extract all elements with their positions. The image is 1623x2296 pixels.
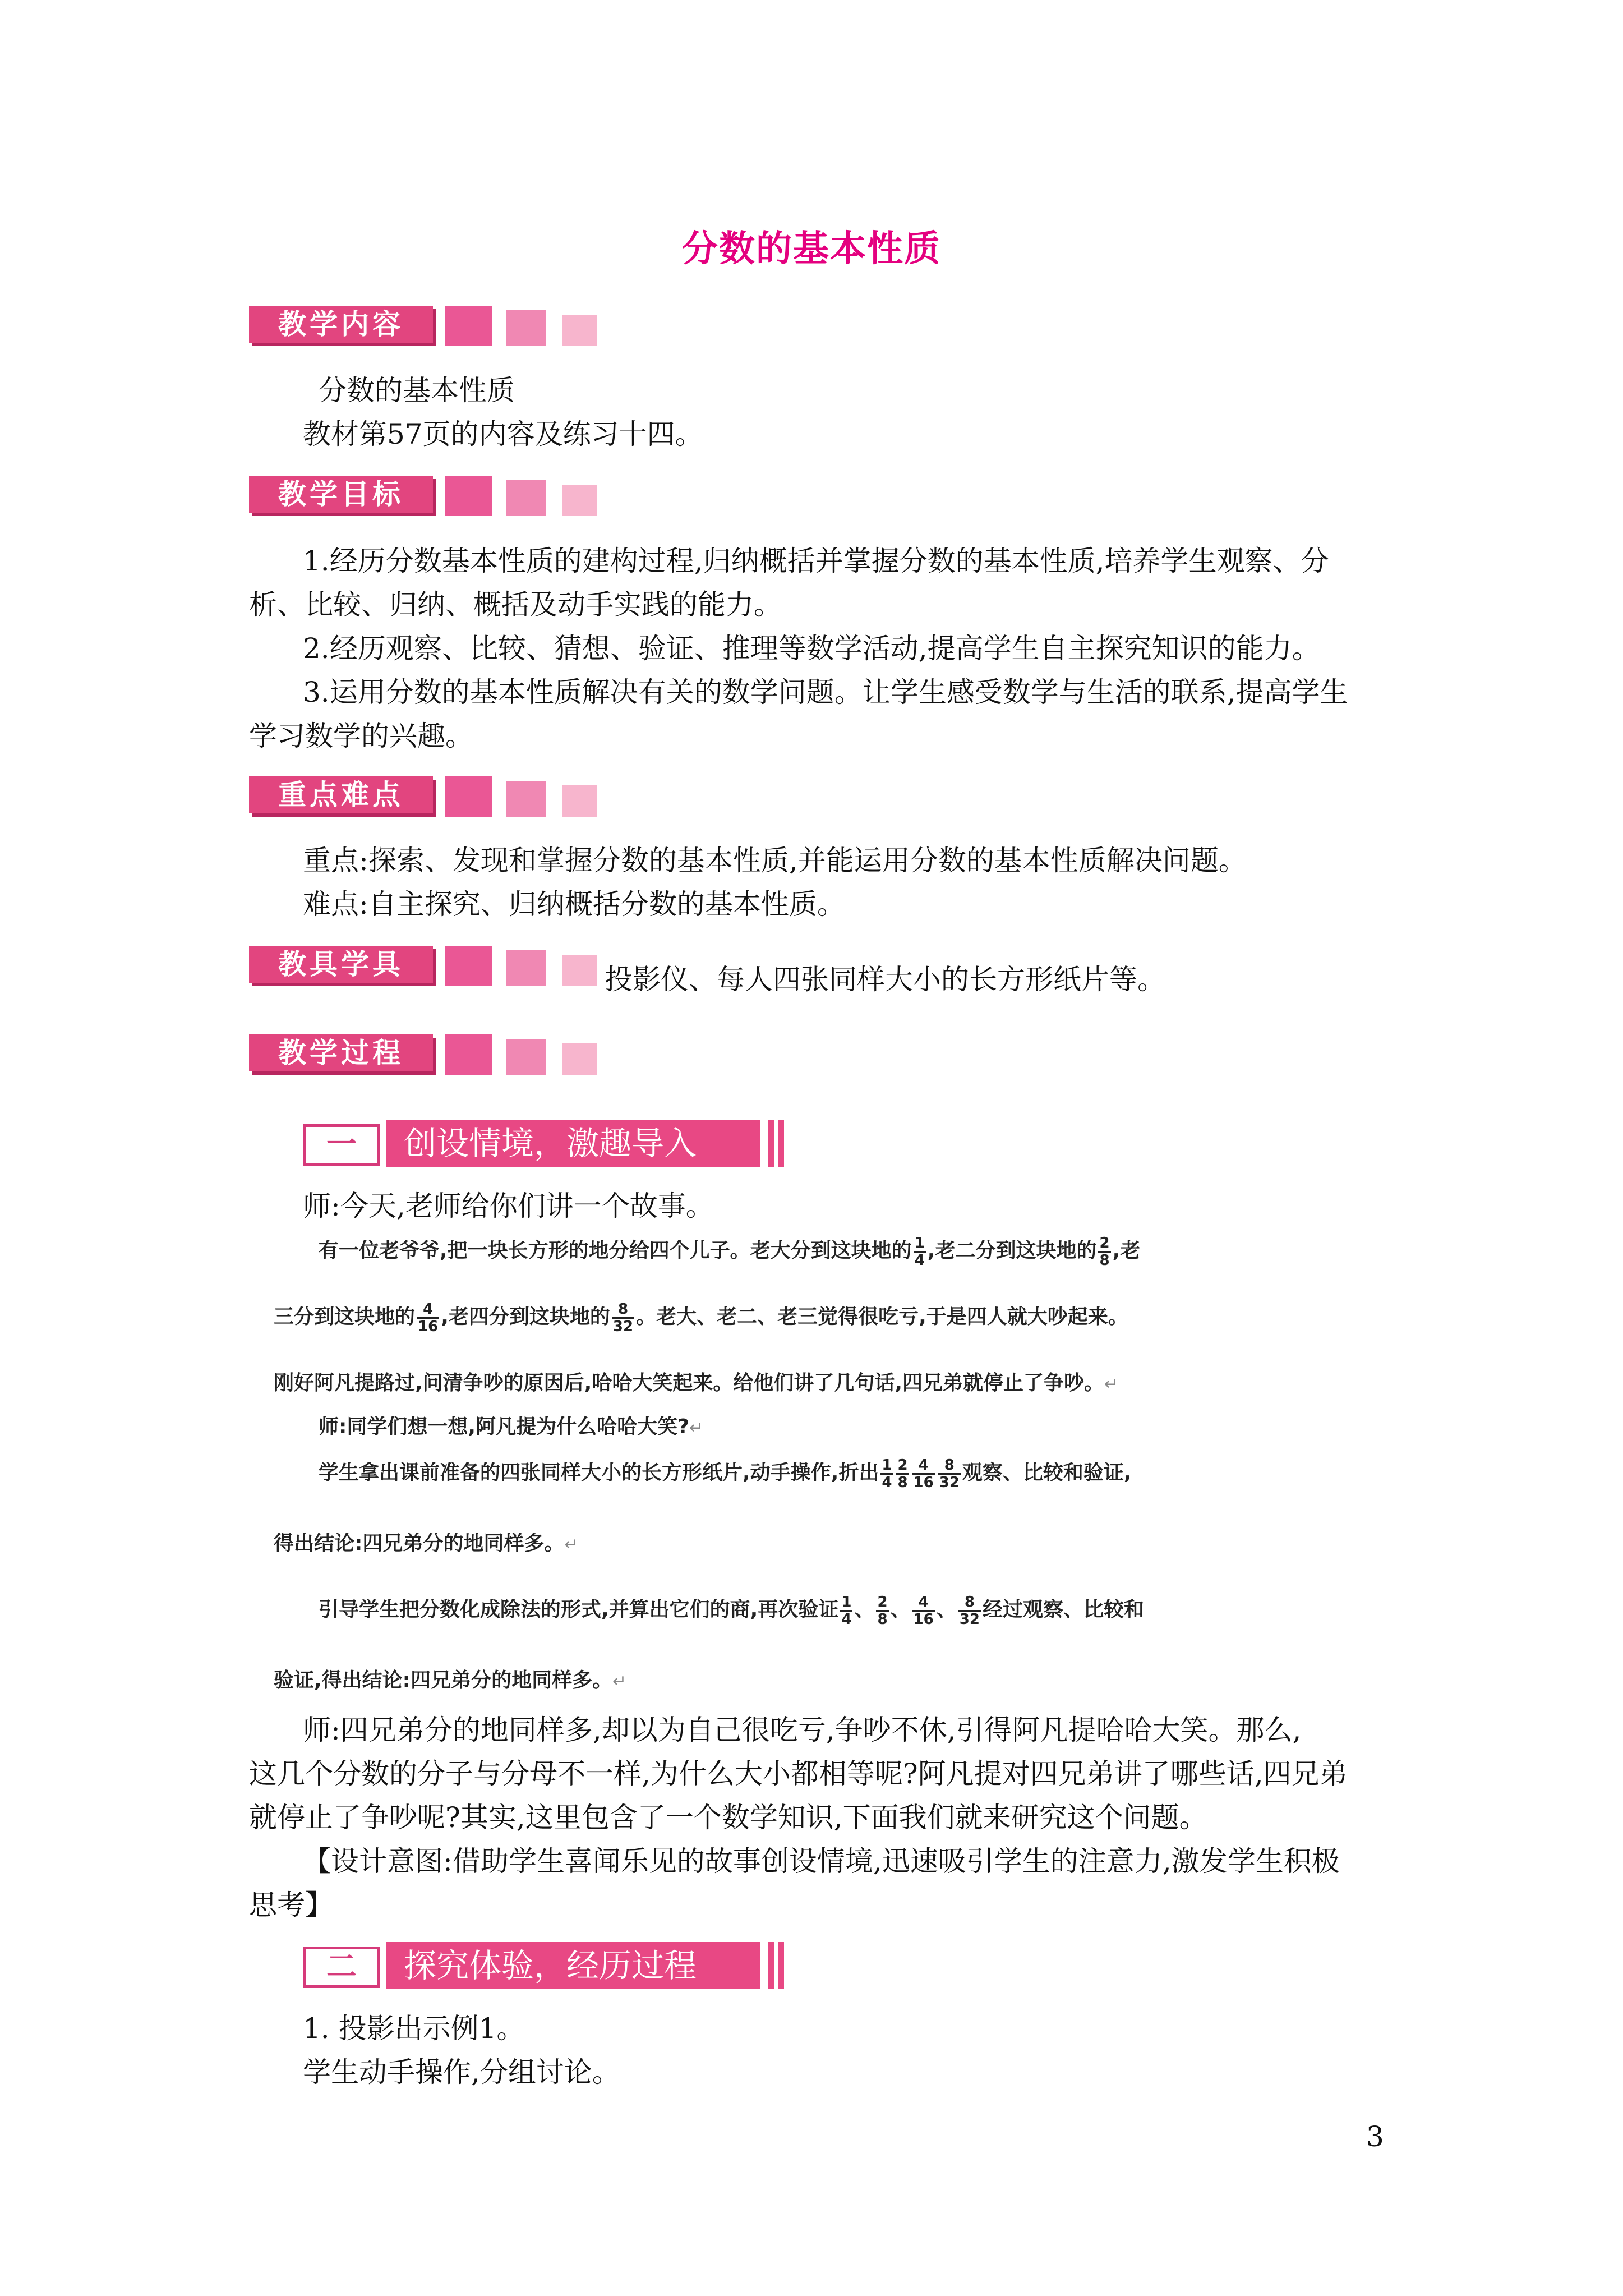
denominator: 16: [913, 1611, 934, 1628]
decor-stripe: [768, 1120, 774, 1167]
decor-square: [562, 315, 597, 346]
numerator: 8: [958, 1594, 981, 1612]
denominator: 16: [913, 1474, 934, 1491]
denominator: 4: [914, 1251, 925, 1269]
numerator: 4: [912, 1594, 935, 1612]
story-line-6: [274, 1527, 579, 1562]
fraction-4-16: [417, 1301, 439, 1335]
decor-stripe: [778, 1942, 784, 1989]
decor-stripe: [778, 1120, 784, 1167]
content-line: 教材第57页的内容及练习十四。: [303, 418, 703, 450]
paragraph-line: 这几个分数的分子与分母不一样,为什么大小都相等呢?阿凡提对四兄弟讲了哪些话,四兄弟: [249, 1757, 1348, 1790]
keypoint-line: 难点:自主探究、归纳概括分数的基本性质。: [303, 888, 845, 921]
decor-square: [562, 955, 597, 986]
denominator: 8: [897, 1474, 908, 1491]
decor-stripe: [768, 1942, 774, 1989]
fraction-4-16: [912, 1594, 935, 1627]
decor-square: [562, 485, 597, 516]
numerator: 1: [914, 1234, 925, 1251]
numerator: 1: [882, 1456, 892, 1474]
story-text: 观察、比较和验证,: [962, 1461, 1132, 1484]
goal-line: 2.经历观察、比较、猜想、验证、推理等数学活动,提高学生自主探究知识的能力。: [303, 632, 1320, 665]
fraction-1-4: [840, 1594, 852, 1627]
paragraph-line: 【设计意图:借助学生喜闻乐见的故事创设情境,迅速吸引学生的注意力,激发学生积极: [303, 1845, 1340, 1878]
story-line-8: [274, 1664, 626, 1699]
section-label: 教学内容: [249, 306, 433, 343]
numerator: 4: [912, 1457, 935, 1475]
numerator: 2: [1099, 1234, 1110, 1251]
decor-square: [506, 781, 546, 817]
section-label: 教学目标: [249, 476, 433, 513]
paragraph-line: 就停止了争吵呢?其实,这里包含了一个数学知识,下面我们就来研究这个问题。: [249, 1801, 1207, 1834]
story-text: 得出结论:四兄弟分的地同样多。: [274, 1532, 565, 1555]
goal-line: 析、比较、归纳、概括及动手实践的能力。: [249, 588, 782, 621]
subsection-number: 二: [303, 1947, 380, 1988]
story-line-7: 引导学生把分数化成除法的形式,并算出它们的商,再次验证 $\frac{1}{4}$ 、 $\frac{2}{8}$ 、 $\frac{4}{16}$ 、 $\frac{8}{32}$ 经过观察、比较和: [319, 1593, 1144, 1628]
teacher-intro: 师:今天,老师给你们讲一个故事。: [303, 1190, 714, 1222]
fraction-8-32: [958, 1594, 981, 1627]
page-title: 分数的基本性质: [682, 228, 941, 270]
decor-square: [445, 1034, 492, 1075]
denominator: 16: [418, 1318, 439, 1335]
story-line-4: [319, 1410, 703, 1445]
decor-square: [445, 776, 492, 817]
section-label: 教学过程: [249, 1034, 433, 1071]
keypoint-line: 重点:探索、发现和掌握分数的基本性质,并能运用分数的基本性质解决问题。: [303, 844, 1247, 877]
story-text: 有一位老爷爷,把一块长方形的地分给四个儿子。老大分到这块地的: [319, 1239, 912, 1262]
denominator: 8: [877, 1611, 888, 1628]
fraction-8-32: [938, 1457, 961, 1490]
goal-line: 1.经历分数基本性质的建构过程,归纳概括并掌握分数的基本性质,培养学生观察、分: [303, 545, 1329, 577]
numerator: 8: [938, 1457, 961, 1475]
page-number: 3: [1366, 2120, 1384, 2153]
fraction-2-8: [1098, 1235, 1110, 1268]
numerator: 2: [897, 1456, 908, 1474]
story-text: ,老二分到这块地的: [927, 1239, 1097, 1262]
denominator: 4: [841, 1611, 852, 1628]
decor-square: [562, 1043, 597, 1075]
return-mark: ↵: [564, 1535, 579, 1554]
story-text: 刚好阿凡提路过,问清争吵的原因后,哈哈大笑起来。给他们讲了几句话,四兄弟就停止了争吵。: [274, 1372, 1105, 1395]
story-text: 验证,得出结论:四兄弟分的地同样多。: [274, 1669, 613, 1692]
decor-square: [445, 476, 492, 516]
story-text: 学生拿出课前准备的四张同样大小的长方形纸片,动手操作,折出: [319, 1461, 879, 1484]
decor-square: [506, 950, 546, 986]
denominator: 32: [612, 1318, 634, 1335]
story-text: 。老大、老二、老三觉得很吃亏,于是四人就大吵起来。: [636, 1305, 1128, 1328]
numerator: 8: [612, 1301, 634, 1319]
story-text: 经过观察、比较和: [982, 1598, 1144, 1621]
fraction-1-4: [914, 1235, 926, 1268]
subsection-title: 创设情境，激趣导入: [386, 1120, 760, 1167]
return-mark: ↵: [689, 1418, 704, 1438]
story-text: ,老: [1112, 1239, 1141, 1262]
decor-square: [506, 1039, 546, 1075]
denominator: 4: [882, 1474, 892, 1491]
denominator: 32: [939, 1474, 960, 1491]
fraction-4-16: [912, 1457, 935, 1490]
story-line-5: [319, 1456, 1132, 1490]
subsection-title: 探究体验，经历过程: [386, 1942, 760, 1989]
section-label: 教具学具: [249, 946, 433, 983]
decor-square: [562, 785, 597, 817]
goal-line: 3.运用分数的基本性质解决有关的数学问题。让学生感受数学与生活的联系,提高学生: [303, 676, 1348, 708]
content-line: 分数的基本性质: [319, 374, 515, 407]
paragraph-line: 师:四兄弟分的地同样多,却以为自己很吃亏,争吵不休,引得阿凡提哈哈大笑。那么,: [303, 1714, 1302, 1746]
subsection-number: 一: [303, 1124, 380, 1166]
story-line-1: [319, 1234, 1140, 1268]
story-text: 师:同学们想一想,阿凡提为什么哈哈大笑?: [319, 1415, 689, 1438]
fraction-2-8: [876, 1594, 888, 1627]
numerator: 1: [841, 1593, 852, 1611]
decor-square: [506, 310, 546, 346]
story-text: 引导学生把分数化成除法的形式,并算出它们的商,再次验证: [319, 1598, 839, 1621]
goal-line: 学习数学的兴趣。: [249, 720, 473, 752]
decor-square: [506, 480, 546, 516]
fraction-2-8: [896, 1457, 909, 1490]
fraction-1-4: [880, 1457, 893, 1490]
return-mark: ↵: [1104, 1374, 1119, 1394]
return-mark: ↵: [612, 1672, 627, 1691]
story-line-3: [274, 1366, 1118, 1401]
numerator: 4: [417, 1301, 439, 1319]
denominator: 32: [959, 1611, 980, 1628]
fraction-8-32: [612, 1301, 634, 1335]
section-label: 重点难点: [249, 776, 433, 813]
denominator: 8: [1099, 1251, 1110, 1269]
decor-square: [445, 306, 492, 346]
step-line: 1. 投影出示例1。: [303, 2012, 525, 2045]
decor-square: [445, 946, 492, 986]
story-line-2: [274, 1300, 1128, 1335]
numerator: 2: [877, 1593, 888, 1611]
step-line: 学生动手操作,分组讨论。: [303, 2056, 620, 2088]
story-text: 三分到这块地的: [274, 1305, 416, 1328]
paragraph-line: 思考】: [249, 1889, 333, 1921]
tools-text: 投影仪、每人四张同样大小的长方形纸片等。: [605, 963, 1165, 996]
story-text: ,老四分到这块地的: [441, 1305, 610, 1328]
